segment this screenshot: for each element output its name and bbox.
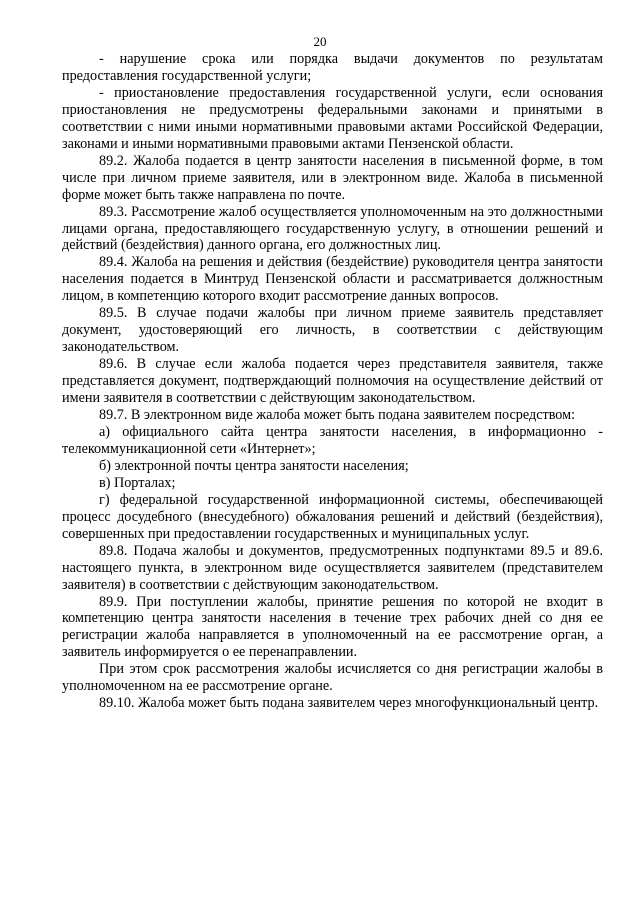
list-item-a: а) официального сайта центра занятости населения, в информационно - телекоммуникационной сети «Интернет»; — [62, 423, 603, 457]
paragraph-89-5: 89.5. В случае подачи жалобы при личном приеме заявитель представляет документ, удостоверяющий его личность, в соответствии с действующим законодательством. — [62, 305, 603, 356]
list-item-v: в) Порталах; — [99, 474, 176, 491]
paragraph-89-10: 89.10. Жалоба может быть подана заявителем через многофункциональный центр. — [99, 695, 599, 712]
paragraph-suspension: - приостановление предоставления государственной услуги, если основания приостановления не предусмотрены федеральными законами и принятыми в соответствии с ними иными нормативными правовыми актами Российской Федерации, законами и иными нормативными правовыми актами Пензенской области. — [62, 84, 603, 152]
list-item-b: б) электронной почты центра занятости населения; — [99, 457, 409, 474]
paragraph-89-4: 89.4. Жалоба на решения и действия (бездействие) руководителя центра занятости населения подается в Минтруд Пензенской области и рассматривается должностным лицом, в компетенцию которого входит рассмотрение данных вопросов. — [62, 254, 603, 305]
list-item-g: г) федеральной государственной информационной системы, обеспечивающей процесс досудебного (внесудебного) обжалования решений и действий (бездействия), совершенных при предоставлении государственных и муниципальных услуг. — [62, 491, 603, 542]
paragraph-review-period: При этом срок рассмотрения жалобы исчисляется со дня регистрации жалобы в уполномоченном на ее рассмотрение органе. — [62, 661, 603, 695]
paragraph-89-8: 89.8. Подача жалобы и документов, предусмотренных подпунктами 89.5 и 89.6. настоящего пункта, в электронном виде осуществляется заявителем (представителем заявителя) в соответствии с действующим законодательством. — [62, 542, 603, 593]
document-body — [62, 51, 603, 712]
paragraph-89-2: 89.2. Жалоба подается в центр занятости населения в письменной форме, в том числе при личном приеме заявителя, или в электронном виде. Жалоба в письменной форме может быть также направлена по почте. — [62, 152, 603, 203]
paragraph-89-6: 89.6. В случае если жалоба подается через представителя заявителя, также представляется документ, подтверждающий полномочия на осуществление действий от имени заявителя в соответствии с действующим законодательством. — [62, 356, 603, 407]
paragraph-89-3: 89.3. Рассмотрение жалоб осуществляется уполномоченным на это должностными лицами органа, предоставляющего государственную услугу, в отношении решений и действий (бездействия) данного органа, его должностных лиц. — [62, 203, 603, 254]
paragraph-89-9: 89.9. При поступлении жалобы, принятие решения по которой не входит в компетенцию центра занятости населения в течение трех рабочих дней со дня ее регистрации жалоба направляется в уполномоченный на ее рассмотрение орган, а заявитель информируется о ее перенаправлении. — [62, 593, 603, 661]
paragraph-89-7: 89.7. В электронном виде жалоба может быть подана заявителем посредством: — [99, 407, 576, 424]
page-number: 20 — [313, 34, 327, 49]
paragraph-violation-deadline: - нарушение срока или порядка выдачи документов по результатам предоставления государственной услуги; — [62, 51, 603, 84]
